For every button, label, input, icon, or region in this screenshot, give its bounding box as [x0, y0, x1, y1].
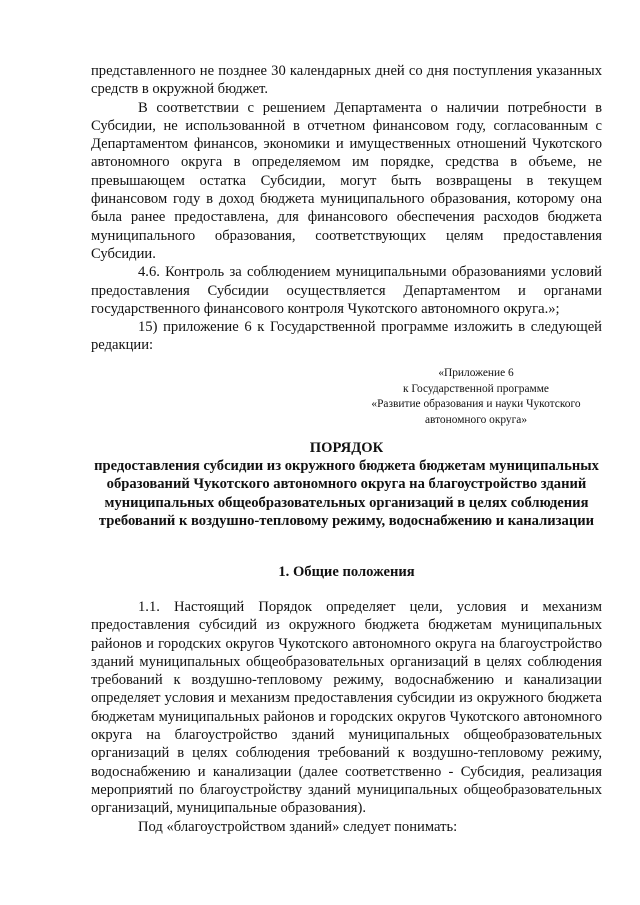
- title-subtitle: предоставления субсидии из окружного бюджета бюджетам муниципальных образований Чукотского автономного округа на благоустройство зданий муниципальных общеобразовательных организаций в целях соблюдения требований к воздушно-тепловому режиму, водоснабжению и канализации: [94, 458, 599, 529]
- lower-text-block: [91, 598, 602, 836]
- section-heading: 1. Общие положения: [278, 564, 415, 580]
- paragraph-4-6: 4.6. Контроль за соблюдением муниципальными образованиями условий предоставления Субсидии осуществляется Департаментом и органами государственного финансового контроля Чукотского автономного округа.»;: [91, 264, 602, 317]
- annex-reference: [340, 366, 612, 428]
- paragraph-1-1: 1.1. Настоящий Порядок определяет цели, условия и механизм предоставления субсидий из окружного бюджета бюджетам муниципальных районов и городских округов Чукотского автономного округа на благоустройство зданий муниципальных общеобразовательных организаций в целях соблюдения требований к воздушно-тепловому режиму, водоснабжению и канализации определяет условия и механизм предоставления субсидии из окружного бюджета бюджетам муниципальных районов и городских округов Чукотского автономного округа на благоустройство зданий муниципальных общеобразовательных организаций в целях соблюдения требований к воздушно-тепловому режиму, водоснабжению и канализации (далее соответственно - Субсидия, реализация мероприятий по благоустройству зданий муниципальных общеобразовательных организаций, муниципальные образования).: [91, 599, 602, 817]
- annex-line-3: «Развитие образования и науки Чукотского: [371, 398, 581, 410]
- document-title: [91, 439, 602, 530]
- last-paragraph: Под «благоустройством зданий» следует понимать:: [138, 818, 458, 835]
- annex-line-2: к Государственной программе: [403, 382, 549, 395]
- continuation-paragraph: представленного не позднее 30 календарных дней со дня поступления указанных средств в окружной бюджет.: [91, 63, 602, 98]
- annex-line-4: автономного округа»: [424, 413, 528, 426]
- annex-line-1: «Приложение 6: [438, 367, 514, 379]
- subsidy-return-paragraph: В соответствии с решением Департамента о наличии потребности в Субсидии, не использованной в отчетном финансовом году, согласованным с Департаментом финансов, экономики и имущественных отношений Чукотского автономного округа в определяемом им порядке, средства в объеме, не превышающем остатка Субсидии, могут быть возвращены в текущем финансовом году в доход бюджета муниципального образования, которому она была ранее предоставлена, для финансового обеспечения расходов бюджета муниципального образования, соответствующих целям предоставления Субсидии.: [91, 99, 602, 262]
- title-heading: ПОРЯДОК: [309, 440, 384, 456]
- paragraph-15: 15) приложение 6 к Государственной программе изложить в следующей редакции:: [91, 319, 602, 354]
- upper-text-block: [91, 62, 602, 355]
